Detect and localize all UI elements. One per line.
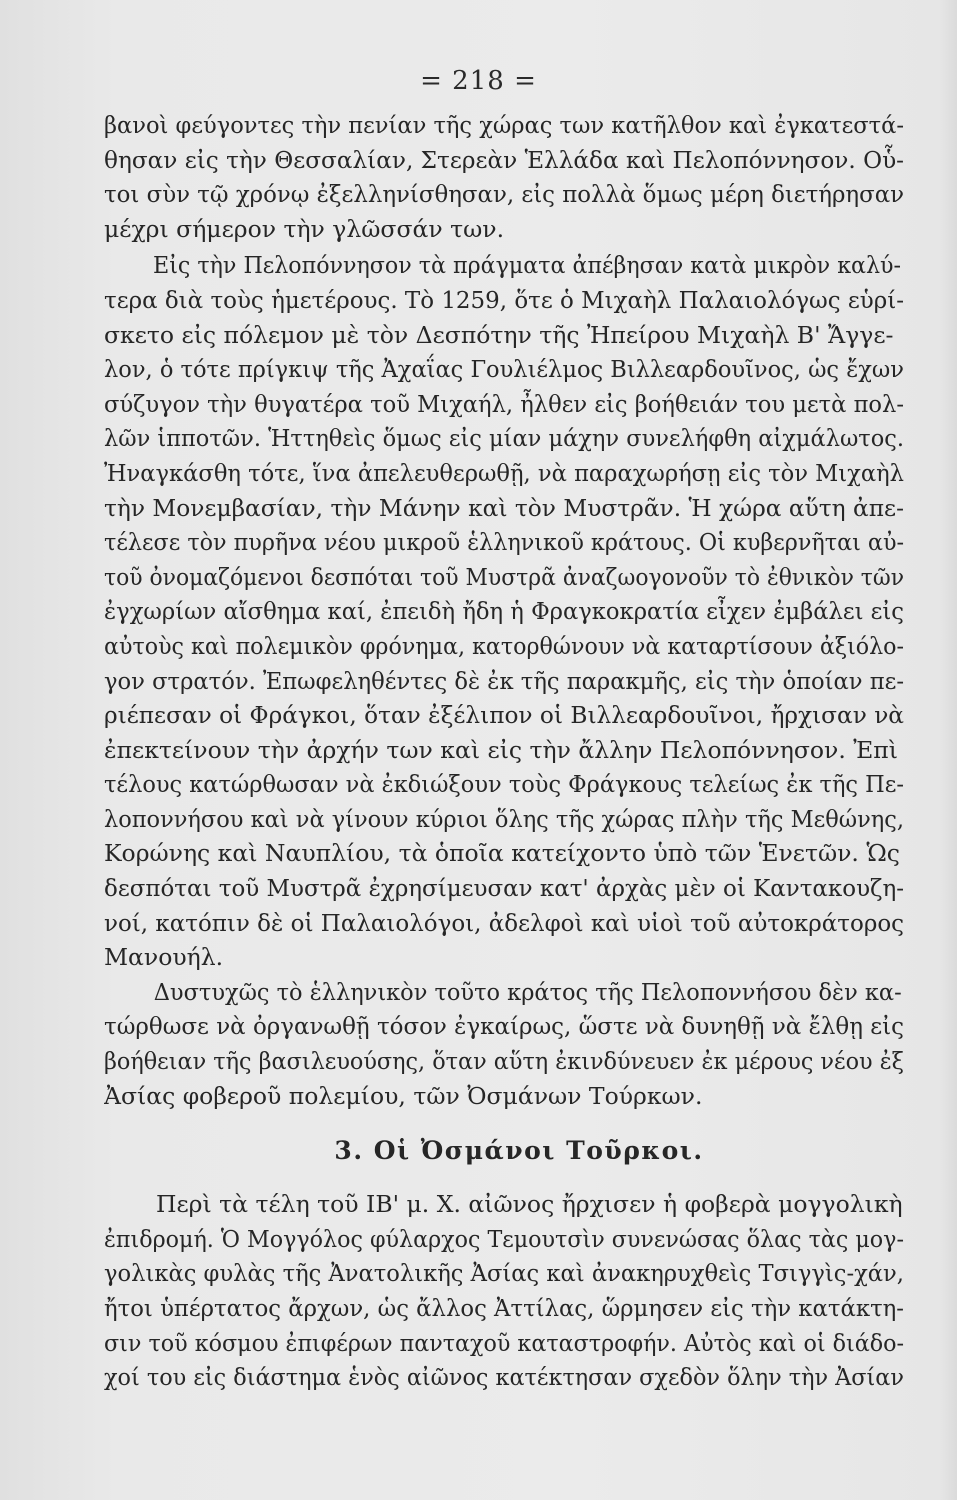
text-line: τοῦ ὀνομαζόμενοι δεσπόται τοῦ Μυστρᾶ ἀναζωογονοῦν τὸ ἐθνικὸν τῶν	[104, 562, 905, 591]
text-line: θησαν εἰς τὴν Θεσσαλίαν, Στερεὰν Ἑλλάδα καὶ Πελοπόννησον. Οὗ-	[104, 145, 905, 174]
text-line: τοι σὺν τῷ χρόνῳ ἐξελληνίσθησαν, εἰς πολλὰ ὅμως μέρη διετήρησαν	[104, 180, 905, 209]
text-line: Περὶ τὰ τέλη τοῦ ΙΒ' μ. Χ. αἰῶνος ἤρχισεν ἡ φοβερὰ μογγολικὴ	[156, 1190, 903, 1219]
text-line: Εἰς τὴν Πελοπόννησον τὰ πράγματα ἀπέβησαν κατὰ μικρὸν καλύ-	[153, 251, 902, 280]
text-line: μέχρι σήμερον τὴν γλῶσσάν των.	[104, 214, 505, 243]
text-line: τέλους κατώρθωσαν νὰ ἐκδιώξουν τοὺς Φράγκους τελείως ἐκ τῆς Πε-	[104, 770, 905, 799]
text-line: χοί του εἰς διάστημα ἑνὸς αἰῶνος κατέκτησαν σχεδὸν ὅλην τὴν Ἀσίαν	[104, 1363, 904, 1392]
text-line: σκετο εἰς πόλεμον μὲ τὸν Δεσπότην τῆς Ἠπείρου Μιχαὴλ Β' Ἄγγε-	[104, 320, 894, 349]
text-line: ἐπεκτείνουν τὴν ἀρχήν των καὶ εἰς τὴν ἄλλην Πελοπόννησον. Ἐπὶ	[104, 735, 898, 764]
text-line: Ἀσίας φοβεροῦ πολεμίου, τῶν Ὀσμάνων Τούρκων.	[104, 1081, 703, 1110]
text-line: τὴν Μονεμβασίαν, τὴν Μάνην καὶ τὸν Μυστρᾶν. Ἡ χώρα αὕτη ἀπε-	[104, 493, 904, 522]
text-line: βανοὶ φεύγοντες τὴν πενίαν τῆς χώρας των κατῆλθον καὶ ἐγκατεστά-	[104, 111, 905, 139]
text-line: ἐπιδρομή. Ὁ Μογγόλος φύλαρχος Τεμουτσὶν συνενώσας ὅλας τὰς μογ-	[104, 1224, 904, 1253]
paragraph-1	[104, 108, 904, 246]
text-line: σιν τοῦ κόσμου ἐπιφέρων πανταχοῦ καταστροφήν. Αὐτὸς καὶ οἱ διάδο-	[104, 1328, 904, 1357]
body-text	[104, 108, 904, 1395]
text-line: νοί, κατόπιν δὲ οἱ Παλαιολόγοι, ἀδελφοὶ καὶ υἱοὶ τοῦ αὐτοκράτορος	[104, 908, 905, 937]
text-line: αὐτοὺς καὶ πολεμικὸν φρόνημα, κατορθώνουν νὰ καταρτίσουν ἀξιόλο-	[104, 631, 905, 660]
text-line: Κορώνης καὶ Ναυπλίου, τὰ ὁποῖα κατείχοντο ὑπὸ τῶν Ἑνετῶν. Ὡς	[104, 839, 900, 868]
text-line: τερα διὰ τοὺς ἡμετέρους. Τὸ 1259, ὅτε ὁ Μιχαὴλ Παλαιολόγως εὑρί-	[104, 285, 904, 314]
section-heading: 3. Οἱ Ὀσμάνοι Τοῦρκοι.	[334, 1136, 704, 1166]
text-line: βοήθειαν τῆς βασιλευούσης, ὅταν αὕτη ἐκινδύνευεν ἐκ μέρους νέου ἐξ	[104, 1047, 904, 1076]
text-line: ἐγχωρίων αἴσθημα καί, ἐπειδὴ ἤδη ἡ Φραγκοκρατία εἶχεν ἐμβάλει εἰς	[104, 597, 904, 626]
text-line: λῶν ἱπποτῶν. Ἡττηθεὶς ὅμως εἰς μίαν μάχην συνελήφθη αἰχμάλωτος.	[104, 424, 905, 453]
text-line: Μανουήλ.	[104, 943, 224, 972]
text-line: γολικὰς φυλὰς τῆς Ἀνατολικῆς Ἀσίας καὶ ἀνακηρυχθεὶς Τσιγγὶς-χάν,	[104, 1259, 904, 1288]
page-edge-shadow	[939, 0, 957, 1500]
text-line: λον, ὁ τότε πρίγκιψ τῆς Ἀχαΐας Γουλιέλμος Βιλλεαρδουῖνος, ὡς ἔχων	[104, 355, 904, 384]
text-line: σύζυγον τὴν θυγατέρα τοῦ Μιχαήλ, ἦλθεν εἰς βοήθειάν του μετὰ πολ-	[104, 389, 904, 418]
text-line: ριέπεσαν οἱ Φράγκοι, ὅταν ἐξέλιπον οἱ Βιλλεαρδουῖνοι, ἤρχισαν νὰ	[104, 701, 904, 730]
text-line: τώρθωσε νὰ ὀργανωθῇ τόσον ἐγκαίρως, ὥστε νὰ δυνηθῇ νὰ ἔλθῃ εἰς	[104, 1012, 904, 1041]
paragraph-4	[104, 1187, 904, 1395]
paragraph-3	[104, 975, 904, 1113]
text-line: τέλεσε τὸν πυρῆνα νέου μικροῦ ἑλληνικοῦ κράτους. Οἱ κυβερνῆται αὐ-	[104, 528, 905, 557]
text-line: Δυστυχῶς τὸ ἑλληνικὸν τοῦτο κράτος τῆς Πελοποννήσου δὲν κα-	[153, 977, 902, 1006]
text-line: Ἠναγκάσθη τότε, ἵνα ἀπελευθερωθῇ, νὰ παραχωρήσῃ εἰς τὸν Μιχαὴλ	[104, 458, 904, 487]
text-line: ἤτοι ὑπέρτατος ἄρχων, ὡς ἄλλος Ἀττίλας, ὥρμησεν εἰς τὴν κατάκτη-	[104, 1294, 904, 1322]
page-number: = 218 =	[420, 66, 537, 96]
text-line: γον στρατόν. Ἐπωφεληθέντες δὲ ἐκ τῆς παρακμῆς, εἰς τὴν ὁποίαν πε-	[104, 666, 905, 695]
paragraph-2	[104, 248, 904, 974]
text-line: λοποννήσου καὶ νὰ γίνουν κύριοι ὅλης τῆς χώρας πλὴν τῆς Μεθώνης,	[104, 804, 904, 833]
text-line: δεσπόται τοῦ Μυστρᾶ ἐχρησίμευσαν κατ' ἀρχὰς μὲν οἱ Καντακουζη-	[104, 874, 904, 903]
